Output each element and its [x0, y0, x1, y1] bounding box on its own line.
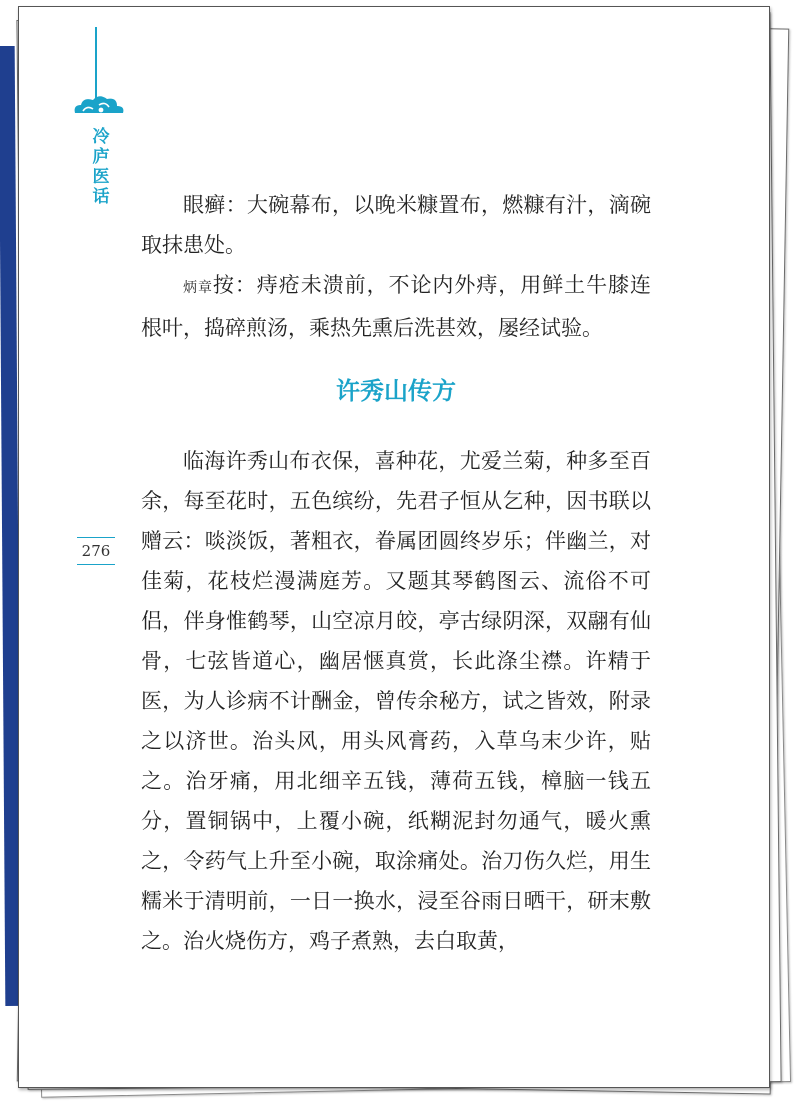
note-prefix: 炳章	[183, 280, 213, 296]
running-title: 冷庐医话	[92, 127, 110, 207]
section-body	[141, 441, 651, 961]
cloud-ornament-icon	[71, 93, 127, 119]
book-page	[18, 6, 770, 1088]
intro-text	[141, 185, 651, 348]
paragraph	[141, 265, 651, 348]
running-head-line	[95, 27, 97, 99]
page-number: 276	[77, 537, 115, 565]
section-heading: 许秀山传方	[336, 376, 456, 405]
paragraph: 临海许秀山布衣保，喜种花，尤爱兰菊，种多至百余，每至花时，五色缤纷，先君子恒从乞种，因书联以赠云：啖淡饭，著粗衣，眷属团圆终岁乐；伴幽兰，对佳菊，花枝烂漫满庭芳。又题其琴鹤图云、流俗不可侣，伴身惟鹤琴，山空凉月皎，亭古绿阴深，双翮有仙骨，七弦皆道心，幽居惬真赏，长此涤尘襟。许精于医，为人诊病不计酬金，曾传余秘方，试之皆效，附录之以济世。治头风，用头风膏药，入草乌末少许，贴之。治牙痛，用北细辛五钱，薄荷五钱，樟脑一钱五分，置铜锅中，上覆小碗，纸糊泥封勿通气，暖火熏之，令药气上升至小碗，取涂痛处。治刀伤久烂，用生糯米于清明前，一日一换水，浸至谷雨日晒干，研末敷之。治火烧伤方，鸡子煮熟，去白取黄，	[141, 449, 651, 953]
paragraph: 眼癣：大碗幕布，以晚米糠置布，燃糠有汁，滴碗取抹患处。	[141, 193, 651, 257]
note-text: 按：痔疮未溃前，不论内外痔，用鲜土牛膝连根叶，捣碎煎汤，乘热先熏后洗甚效，屡经试验。	[141, 273, 651, 340]
